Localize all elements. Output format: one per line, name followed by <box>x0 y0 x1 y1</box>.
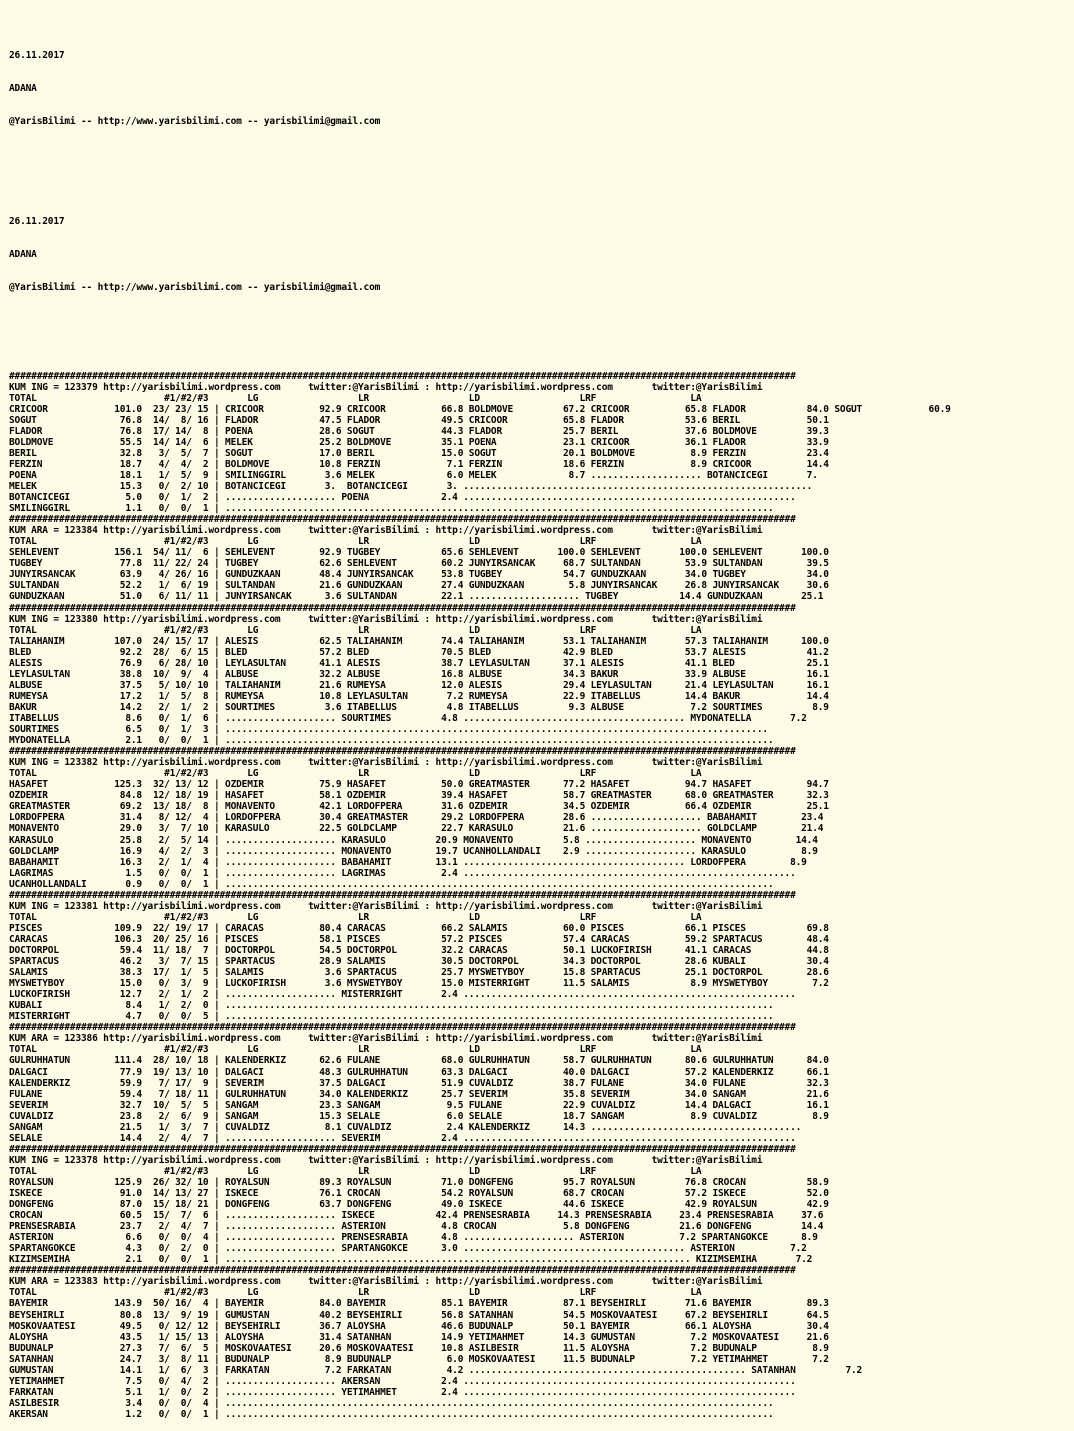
header-contact: @YarisBilimi -- http://www.yarisbilimi.com -- yarisbilimi@gmail.com <box>9 116 381 128</box>
result-row: ITABELLUS 8.6 0/ 1/ 6 | .................... SOURTIMES 4.8 ........................................ MYDONATELLA 7.2 <box>9 713 807 724</box>
column-header: TOTAL #1/#2/#3 LG LR LD LRF LA <box>9 1044 702 1056</box>
header-blank <box>9 315 1074 326</box>
section-divider: ############################################################################################################################################## <box>9 1022 796 1034</box>
result-row: ASILBESIR 3.4 0/ 0/ 4 | ................................................................................................... <box>9 1397 774 1409</box>
result-row: SULTANDAN 52.2 1/ 6/ 19 | SULTANDAN 21.6 GUNDUZKAAN 27.4 GUNDUZKAAN 5.8 JUNYIRSANCAK 26.8 JUNYIRSANCAK 30.6 <box>9 580 829 592</box>
result-row: HASAFET 125.3 32/ 13/ 12 | OZDEMIR 75.9 HASAFET 50.0 GREATMASTER 77.2 HASAFET 94.7 HASAFET 94.7 <box>9 779 829 791</box>
result-row: BUDUNALP 27.3 7/ 6/ 5 | MOSKOVAATESI 20.6 MOSKOVAATESI 10.8 ASILBESIR 11.5 ALOYSHA 7.2 BUDUNALP 8.9 <box>9 1342 829 1354</box>
column-header: TOTAL #1/#2/#3 LG LR LD LRF LA <box>9 768 702 780</box>
section-divider: ############################################################################################################################################## <box>9 1143 796 1155</box>
result-row: OZDEMIR 84.8 12/ 18/ 19 | HASAFET 58.1 OZDEMIR 39.4 HASAFET 58.7 GREATMASTER 68.0 GREATMASTER 32.3 <box>9 790 829 802</box>
column-header: TOTAL #1/#2/#3 LG LR LD LRF LA <box>9 536 702 548</box>
result-row: SOURTIMES 6.5 0/ 1/ 3 | .................................................................................................. <box>9 724 768 736</box>
result-row: DONGFENG 87.0 15/ 18/ 21 | DONGFENG 63.7 DONGFENG 49.0 ISKECE 44.6 ISKECE 42.9 ROYALSUN 42.9 <box>9 1199 829 1211</box>
race-title: KUM ARA = 123386 http://yarisbilimi.wordpress.com twitter:@YarisBilimi : http://yarisbilimi.wordpress.com twitter:@YarisBilimi <box>9 1033 763 1045</box>
result-row: SPARTACUS 46.2 3/ 7/ 15 | SPARTACUS 28.9 SALAMIS 30.5 DOCTORPOL 34.3 DOCTORPOL 28.6 KUBALI 30.4 <box>9 956 829 968</box>
race-section <box>9 746 1074 890</box>
race-title: KUM ING = 123379 http://yarisbilimi.wordpress.com twitter:@YarisBilimi : http://yarisbilimi.wordpress.com twitter:@YarisBilimi <box>9 381 763 393</box>
result-row: DOCTORPOL 59.4 11/ 18/ 7 | DOCTORPOL 54.5 DOCTORPOL 32.2 CARACAS 50.1 LUCKOFIRISH 41.1 CARACAS 44.8 <box>9 944 829 956</box>
race-section <box>9 371 1074 515</box>
result-row: SPARTANGOKCE 4.3 0/ 2/ 0 | .................... SPARTANGOKCE 3.0 ........................................ ASTERION 7.2 <box>9 1243 807 1255</box>
result-row: LORDOFPERA 31.4 8/ 12/ 4 | LORDOFPERA 30.4 GREATMASTER 29.2 LORDOFPERA 28.6 .................... BABAHAMIT 23.4 <box>9 812 824 824</box>
result-row: ALBUSE 37.5 5/ 10/ 10 | TALIAHANIM 21.6 RUMEYSA 12.0 ALESIS 29.4 LEYLASULTAN 21.4 LEYLASULTAN 16.1 <box>9 679 829 691</box>
result-row: SEVERIM 32.7 10/ 5/ 5 | SANGAM 23.3 SANGAM 9.5 FULANE 22.9 CUVALDIZ 14.4 DALGACI 16.1 <box>9 1099 829 1111</box>
column-header: TOTAL #1/#2/#3 LG LR LD LRF LA <box>9 911 702 923</box>
race-section <box>9 890 1074 1023</box>
result-row: GULRUHHATUN 111.4 28/ 10/ 18 | KALENDERKIZ 62.6 FULANE 68.0 GULRUHHATUN 58.7 GULRUHHATUN 80.6 GULRUHHATUN 84.0 <box>9 1055 829 1067</box>
result-row: MYSWETYBOY 15.0 0/ 3/ 9 | LUCKOFIRISH 3.6 MYSWETYBOY 15.0 MISTERRIGHT 11.5 SALAMIS 8.9 MYSWETYBOY 7.2 <box>9 978 829 990</box>
result-row: SEHLEVENT 156.1 54/ 11/ 6 | SEHLEVENT 92.9 TUGBEY 65.6 SEHLEVENT 100.0 SEHLEVENT 100.0 SEHLEVENT 100.0 <box>9 547 829 559</box>
result-row: CARACAS 106.3 20/ 25/ 16 | PISCES 58.1 PISCES 57.2 PISCES 57.4 CARACAS 59.2 SPARTACUS 48.4 <box>9 933 829 945</box>
race-section <box>9 1265 1074 1420</box>
result-row: CUVALDIZ 23.8 2/ 6/ 9 | SANGAM 15.3 SELALE 6.0 SELALE 18.7 SANGAM 8.9 CUVALDIZ 8.9 <box>9 1110 829 1122</box>
result-row: PRENSESRABIA 23.7 2/ 4/ 7 | .................... ASTERION 4.8 CROCAN 5.8 DONGFENG 21.6 DONGFENG 14.4 <box>9 1221 824 1233</box>
result-row: GUNDUZKAAN 51.0 6/ 11/ 11 | JUNYIRSANCAK 3.6 SULTANDAN 22.1 .................... TUGBEY 14.4 GUNDUZKAAN 25.1 <box>9 591 824 603</box>
header-date: 26.11.2017 <box>9 50 65 62</box>
section-divider: ############################################################################################################################################## <box>9 1265 796 1277</box>
header-city: ADANA <box>9 83 37 95</box>
column-header: TOTAL #1/#2/#3 LG LR LD LRF LA <box>9 624 702 636</box>
result-row: POENA 18.1 1/ 5/ 9 | SMILINGGIRL 3.6 MELEK 6.0 MELEK 8.7 .................... BOTANCICEGI 7. <box>9 469 818 481</box>
race-title: KUM ING = 123382 http://yarisbilimi.wordpress.com twitter:@YarisBilimi : http://yarisbilimi.wordpress.com twitter:@YarisBilimi <box>9 757 763 769</box>
result-row: ASTERION 6.6 0/ 0/ 4 | .................... PRENSESRABIA 4.8 .................... ASTERION 7.2 SPARTANGOKCE 8.9 <box>9 1232 818 1244</box>
result-row: KUBALI 8.4 1/ 2/ 0 | ................................................................................................... <box>9 1000 774 1012</box>
result-row: BEYSEHIRLI 80.8 13/ 9/ 19 | GUMUSTAN 40.2 BEYSEHIRLI 56.8 SATANHAN 54.5 MOSKOVAATESI 67.2 BEYSEHIRLI 64.5 <box>9 1309 829 1321</box>
result-row: MOSKOVAATESI 49.5 0/ 12/ 12 | BEYSEHIRLI 36.7 ALOYSHA 46.6 BUDUNALP 50.1 BAYEMIR 66.1 ALOYSHA 30.4 <box>9 1320 829 1332</box>
result-row: BOLDMOVE 55.5 14/ 14/ 6 | MELEK 25.2 BOLDMOVE 35.1 POENA 23.1 CRICOOR 36.1 FLADOR 33.9 <box>9 436 829 448</box>
result-row: LAGRIMAS 1.5 0/ 0/ 1 | .................... LAGRIMAS 2.4 ............................................................ <box>9 867 796 879</box>
column-header: TOTAL #1/#2/#3 LG LR LD LRF LA <box>9 392 702 404</box>
result-row: CROCAN 60.5 15/ 7/ 6 | .................... ISKECE 42.4 PRENSESRABIA 14.3 PRENSESRABIA 23.4 PRENSESRABIA 37.6 <box>9 1210 824 1222</box>
race-title: KUM ING = 123378 http://yarisbilimi.wordpress.com twitter:@YarisBilimi : http://yarisbilimi.wordpress.com twitter:@YarisBilimi <box>9 1154 763 1166</box>
race-title: KUM ING = 123381 http://yarisbilimi.wordpress.com twitter:@YarisBilimi : http://yarisbilimi.wordpress.com twitter:@YarisBilimi <box>9 900 763 912</box>
result-row: LEYLASULTAN 38.8 10/ 9/ 4 | ALBUSE 32.2 ALBUSE 16.8 ALBUSE 34.3 BAKUR 33.9 ALBUSE 16.1 <box>9 668 829 680</box>
result-row: BLED 92.2 28/ 6/ 15 | BLED 57.2 BLED 70.5 BLED 42.9 BLED 53.7 ALESIS 41.2 <box>9 646 829 658</box>
section-divider: ############################################################################################################################################## <box>9 370 796 382</box>
result-row: SALAMIS 38.3 17/ 1/ 5 | SALAMIS 3.6 SPARTACUS 25.7 MYSWETYBOY 15.8 SPARTACUS 25.1 DOCTORPOL 28.6 <box>9 967 829 979</box>
result-row: MELEK 15.3 0/ 2/ 10 | BOTANCICEGI 3. BOTANCICEGI 3. ............................................................... <box>9 481 813 493</box>
result-row: MISTERRIGHT 4.7 0/ 0/ 5 | ................................................................................................... <box>9 1011 774 1023</box>
result-row: UCANHOLLANDALI 0.9 0/ 0/ 1 | ................................................................................................... <box>9 878 774 890</box>
race-section <box>9 1144 1074 1266</box>
document-header <box>9 28 1074 348</box>
result-row: YETIMAHMET 7.5 0/ 4/ 2 | .................... AKERSAN 2.4 ............................................................ <box>9 1375 796 1387</box>
result-row: ROYALSUN 125.9 26/ 32/ 10 | ROYALSUN 89.3 ROYALSUN 71.0 DONGFENG 95.7 ROYALSUN 76.8 CROCAN 58.9 <box>9 1176 829 1188</box>
result-row: GUMUSTAN 14.1 1/ 6/ 3 | FARKATAN 7.2 FARKATAN 4.2 .................................................. SATANHAN 7.2 <box>9 1364 863 1376</box>
result-row: SATANHAN 24.7 3/ 8/ 11 | BUDUNALP 8.9 BUDUNALP 6.0 MOSKOVAATESI 11.5 BUDUNALP 7.2 YETIMAHMET 7.2 <box>9 1353 829 1365</box>
result-row: CRICOOR 101.0 23/ 23/ 15 | CRICOOR 92.9 CRICOOR 66.8 BOLDMOVE 67.2 CRICOOR 65.8 FLADOR 84.0 SOGUT 60.9 <box>9 403 951 415</box>
result-row: JUNYIRSANCAK 63.9 4/ 26/ 16 | GUNDUZKAAN 48.4 JUNYIRSANCAK 53.8 TUGBEY 54.7 GUNDUZKAAN 34.0 TUGBEY 34.0 <box>9 569 829 581</box>
header-blank <box>9 150 1074 161</box>
result-row: ALESIS 76.9 6/ 28/ 10 | LEYLASULTAN 41.1 ALESIS 38.7 LEYLASULTAN 37.1 ALESIS 41.1 BLED 25.1 <box>9 657 829 669</box>
result-row: KALENDERKIZ 59.9 7/ 17/ 9 | SEVERIM 37.5 DALGACI 51.9 CUVALDIZ 38.7 FULANE 34.0 FULANE 32.3 <box>9 1077 829 1089</box>
race-title: KUM ING = 123380 http://yarisbilimi.wordpress.com twitter:@YarisBilimi : http://yarisbilimi.wordpress.com twitter:@YarisBilimi <box>9 613 763 625</box>
section-divider: ############################################################################################################################################## <box>9 514 796 526</box>
header-date: 26.11.2017 <box>9 215 65 227</box>
section-divider: ############################################################################################################################################## <box>9 746 796 758</box>
result-row: FULANE 59.4 7/ 18/ 11 | GULRUHHATUN 34.0 KALENDERKIZ 25.7 SEVERIM 35.8 SEVERIM 34.0 SANGAM 21.6 <box>9 1088 829 1100</box>
race-title: KUM ARA = 123383 http://yarisbilimi.wordpress.com twitter:@YarisBilimi : http://yarisbilimi.wordpress.com twitter:@YarisBilimi <box>9 1276 763 1288</box>
result-row: SMILINGGIRL 1.1 0/ 0/ 1 | ................................................................................................... <box>9 503 774 515</box>
race-section <box>9 514 1074 602</box>
result-row: BAKUR 14.2 2/ 1/ 2 | SOURTIMES 3.6 ITABELLUS 4.8 ITABELLUS 9.3 ALBUSE 7.2 SOURTIMES 8.9 <box>9 701 829 713</box>
header-blank <box>9 183 1074 194</box>
result-row: BERIL 32.8 3/ 5/ 7 | SOGUT 17.0 BERIL 15.0 SOGUT 20.1 BOLDMOVE 8.9 FERZIN 23.4 <box>9 447 829 459</box>
result-row: FLADOR 76.8 17/ 14/ 8 | POENA 28.6 SOGUT 44.3 FLADOR 25.7 BERIL 37.6 BOLDMOVE 39.3 <box>9 425 829 437</box>
result-row: SANGAM 21.5 1/ 3/ 7 | CUVALDIZ 8.1 CUVALDIZ 2.4 KALENDERKIZ 14.3 ...................................... <box>9 1121 802 1133</box>
race-title: KUM ARA = 123384 http://yarisbilimi.wordpress.com twitter:@YarisBilimi : http://yarisbilimi.wordpress.com twitter:@YarisBilimi <box>9 525 763 537</box>
result-row: PISCES 109.9 22/ 19/ 17 | CARACAS 80.4 CARACAS 66.2 SALAMIS 60.0 PISCES 66.1 PISCES 69.8 <box>9 922 829 934</box>
result-row: MONAVENTO 29.0 3/ 7/ 10 | KARASULO 22.5 GOLDCLAMP 22.7 KARASULO 21.6 .................... GOLDCLAMP 21.4 <box>9 823 824 835</box>
section-divider: ############################################################################################################################################## <box>9 889 796 901</box>
result-row: AKERSAN 1.2 0/ 0/ 1 | ................................................................................................... <box>9 1408 774 1420</box>
section-divider: ############################################################################################################################################## <box>9 602 796 614</box>
column-header: TOTAL #1/#2/#3 LG LR LD LRF LA <box>9 1287 702 1299</box>
result-row: ISKECE 91.0 14/ 13/ 27 | ISKECE 76.1 CROCAN 54.2 ROYALSUN 68.7 CROCAN 57.2 ISKECE 52.0 <box>9 1188 829 1200</box>
result-row: DALGACI 77.9 19/ 13/ 10 | DALGACI 48.3 GULRUHHATUN 63.3 DALGACI 40.0 DALGACI 57.2 KALENDERKIZ 66.1 <box>9 1066 829 1078</box>
result-row: TUGBEY 77.8 11/ 22/ 24 | TUGBEY 62.6 SEHLEVENT 60.2 JUNYIRSANCAK 68.7 SULTANDAN 53.9 SULTANDAN 39.5 <box>9 558 829 570</box>
header-city: ADANA <box>9 249 37 261</box>
result-row: LUCKOFIRISH 12.7 2/ 1/ 2 | .................... MISTERRIGHT 2.4 ............................................................ <box>9 989 796 1001</box>
result-row: TALIAHANIM 107.0 24/ 15/ 17 | ALESIS 62.5 TALIAHANIM 74.4 TALIAHANIM 53.1 TALIAHANIM 57.3 TALIAHANIM 100.0 <box>9 635 829 647</box>
result-row: SOGUT 76.8 14/ 8/ 16 | FLADOR 47.5 FLADOR 49.5 CRICOOR 65.8 FLADOR 53.6 BERIL 50.1 <box>9 414 829 426</box>
column-header: TOTAL #1/#2/#3 LG LR LD LRF LA <box>9 1165 702 1177</box>
race-section <box>9 1022 1074 1144</box>
result-row: SELALE 14.4 2/ 4/ 7 | .................... SEVERIM 2.4 ............................................................ <box>9 1132 796 1144</box>
header-contact: @YarisBilimi -- http://www.yarisbilimi.com -- yarisbilimi@gmail.com <box>9 282 381 294</box>
result-row: FERZIN 18.7 4/ 4/ 2 | BOLDMOVE 10.8 FERZIN 7.1 FERZIN 18.6 FERZIN 8.9 CRICOOR 14.4 <box>9 458 829 470</box>
result-row: BOTANCICEGI 5.0 0/ 1/ 2 | .................... POENA 2.4 ............................................................ <box>9 492 796 504</box>
result-row: FARKATAN 5.1 1/ 0/ 2 | .................... YETIMAHMET 2.4 ............................................................ <box>9 1386 796 1398</box>
race-section <box>9 603 1074 747</box>
result-row: ALOYSHA 43.5 1/ 15/ 13 | ALOYSHA 31.4 SATANHAN 14.9 YETIMAHMET 14.3 GUMUSTAN 7.2 MOSKOVAATESI 21.6 <box>9 1331 829 1343</box>
result-row: BABAHAMIT 16.3 2/ 1/ 4 | .................... BABAHAMIT 13.1 ........................................ LORDOFPERA 8.9 <box>9 856 807 868</box>
race-sections <box>9 371 1074 1420</box>
result-row: MYDONATELLA 2.1 0/ 0/ 1 | ................................................................................................... <box>9 735 774 747</box>
result-row: GOLDCLAMP 16.9 4/ 2/ 3 | .................... MONAVENTO 19.7 UCANHOLLANDALI 2.9 .................... KARASULO 8.9 <box>9 845 818 857</box>
result-row: GREATMASTER 69.2 13/ 18/ 8 | MONAVENTO 42.1 LORDOFPERA 31.6 OZDEMIR 34.5 OZDEMIR 66.4 OZDEMIR 25.1 <box>9 801 829 813</box>
result-row: KARASULO 25.8 2/ 5/ 14 | .................... KARASULO 20.9 MONAVENTO 5.8 .................... MONAVENTO 14.4 <box>9 834 818 846</box>
result-row: KIZIMSEMIHA 2.1 0/ 0/ 1 | .................................................................................... KIZIMSEMIHA 7.2 <box>9 1254 813 1266</box>
result-row: RUMEYSA 17.2 1/ 5/ 8 | RUMEYSA 10.8 LEYLASULTAN 7.2 RUMEYSA 22.9 ITABELLUS 14.4 BAKUR 14.4 <box>9 690 829 702</box>
result-row: BAYEMIR 143.9 50/ 16/ 4 | BAYEMIR 84.0 BAYEMIR 85.1 BAYEMIR 87.1 BEYSEHIRLI 71.6 BAYEMIR 89.3 <box>9 1298 829 1310</box>
